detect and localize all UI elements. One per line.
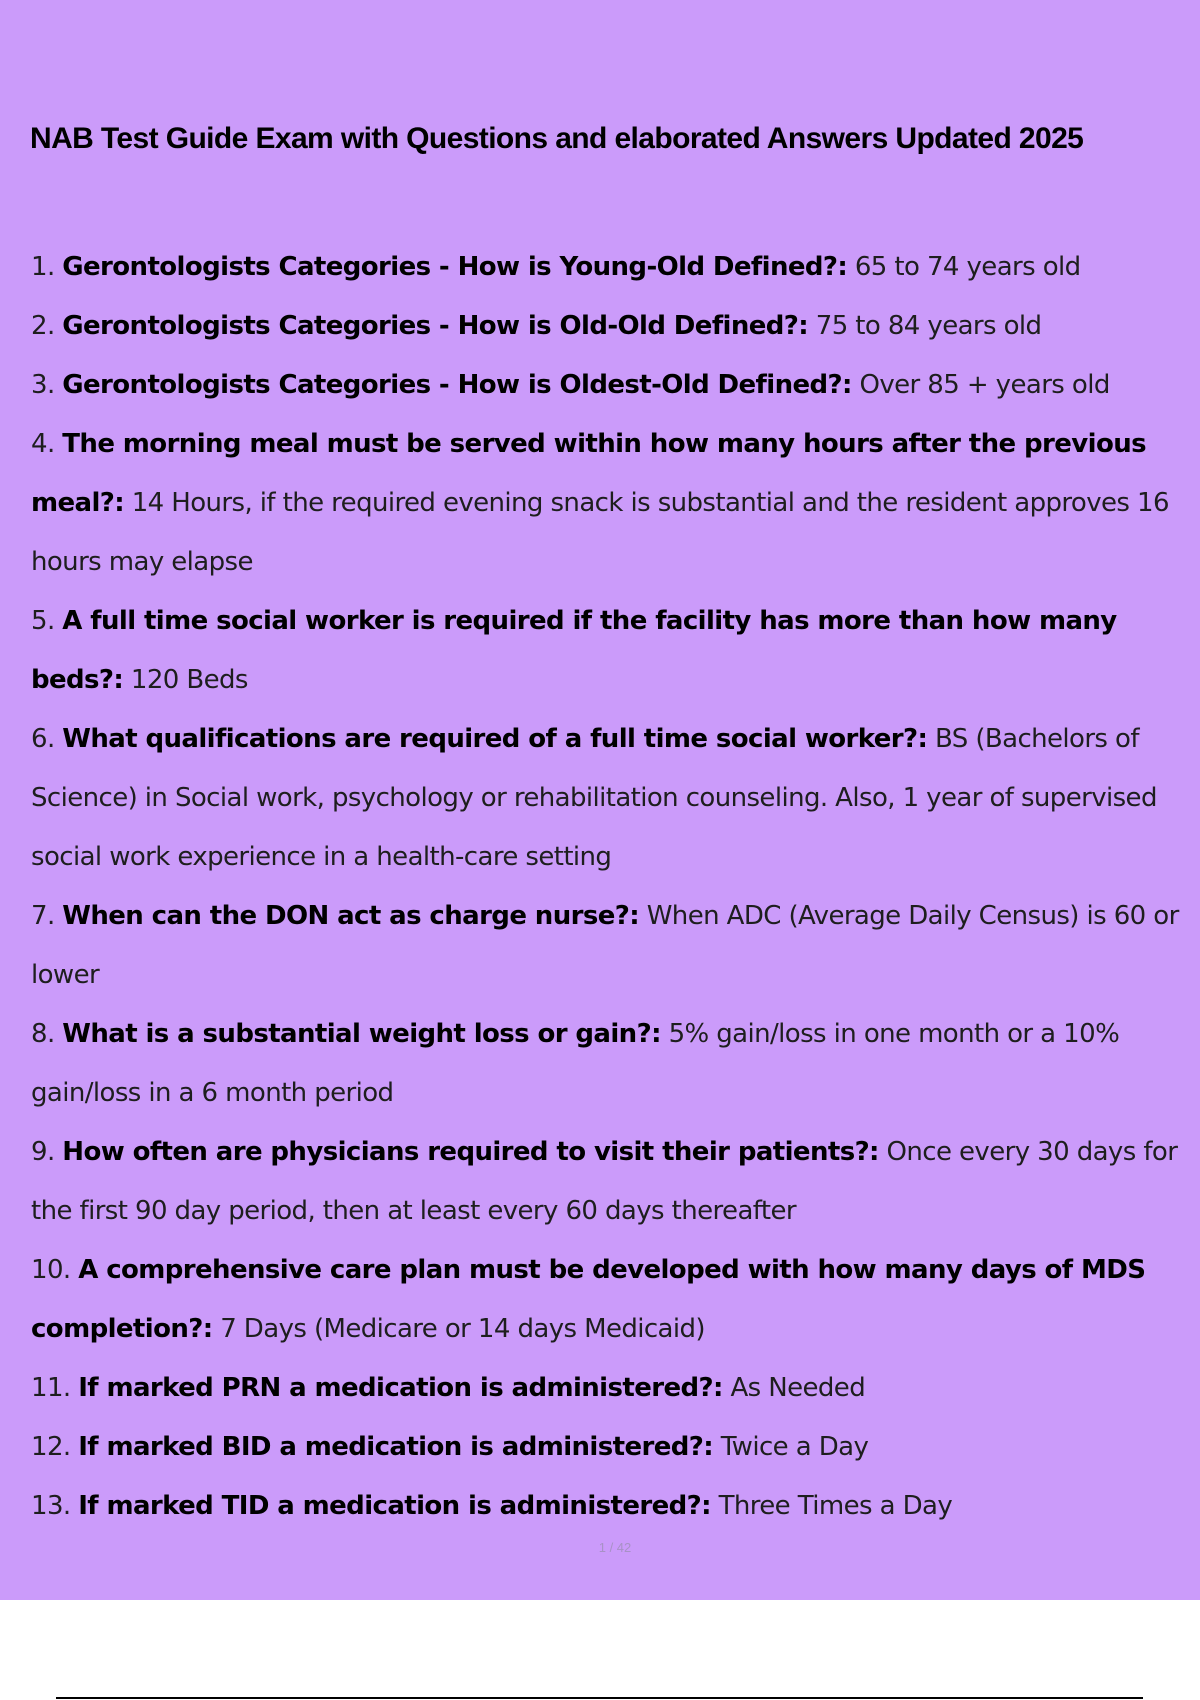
question-text: If marked TID a medication is administered?: xyxy=(78,1491,711,1521)
item-number: 11. xyxy=(31,1373,71,1403)
page-indicator: 1 / 42 xyxy=(598,1540,632,1555)
item-number: 2. xyxy=(31,311,55,341)
answer-text: BS (Bachelors of Science) in Social work, psychology or rehabilitation counseling. Also, 1 year of supervised social work experience in a health-care setting xyxy=(31,724,1157,872)
answer-text: 75 to 84 years old xyxy=(815,311,1042,341)
qa-item-7 xyxy=(31,887,1196,1005)
item-number: 7. xyxy=(31,901,55,931)
question-text: Gerontologists Categories - How is Young-Old Defined?: xyxy=(62,252,848,282)
answer-text: Three Times a Day xyxy=(718,1491,953,1521)
item-number: 9. xyxy=(31,1137,55,1167)
question-list xyxy=(31,238,1196,1536)
item-number: 6. xyxy=(31,724,55,754)
question-text: If marked PRN a medication is administered?: xyxy=(78,1373,723,1403)
answer-text: 14 Hours, if the required evening snack is substantial and the resident approves 16 hours may elapse xyxy=(31,488,1169,577)
document-title: NAB Test Guide Exam with Questions and elaborated Answers Updated 2025 xyxy=(30,122,1084,155)
item-number: 10. xyxy=(31,1255,71,1285)
answer-text: As Needed xyxy=(730,1373,866,1403)
question-text: What is a substantial weight loss or gain?: xyxy=(62,1019,661,1049)
item-number: 5. xyxy=(31,606,55,636)
qa-item-2 xyxy=(31,297,1196,356)
answer-text: 65 to 74 years old xyxy=(854,252,1081,282)
question-text: Gerontologists Categories - How is Oldest-Old Defined?: xyxy=(62,370,852,400)
qa-item-1 xyxy=(31,238,1196,297)
item-number: 4. xyxy=(31,429,55,459)
qa-item-13 xyxy=(31,1477,1196,1536)
qa-item-3 xyxy=(31,356,1196,415)
qa-item-8 xyxy=(31,1005,1196,1123)
footer-divider xyxy=(56,1697,1143,1699)
question-text: A comprehensive care plan must be developed with how many days of MDS completion?: xyxy=(31,1255,1146,1344)
question-text: Gerontologists Categories - How is Old-Old Defined?: xyxy=(62,311,809,341)
qa-item-11 xyxy=(31,1359,1196,1418)
item-number: 3. xyxy=(31,370,55,400)
question-text: How often are physicians required to visit their patients?: xyxy=(62,1137,879,1167)
item-number: 13. xyxy=(31,1491,71,1521)
answer-text: Once every 30 days for the first 90 day period, then at least every 60 days thereafter xyxy=(31,1137,1178,1226)
item-number: 12. xyxy=(31,1432,71,1462)
answer-text: 120 Beds xyxy=(130,665,248,695)
item-number: 8. xyxy=(31,1019,55,1049)
question-text: The morning meal must be served within how many hours after the previous meal?: xyxy=(31,429,1147,518)
qa-item-5 xyxy=(31,592,1196,710)
question-text: If marked BID a medication is administered?: xyxy=(78,1432,714,1462)
answer-text: Over 85 + years old xyxy=(859,370,1110,400)
question-text: What qualifications are required of a full time social worker?: xyxy=(62,724,928,754)
qa-item-6 xyxy=(31,710,1196,887)
qa-item-9 xyxy=(31,1123,1196,1241)
answer-text: 7 Days (Medicare or 14 days Medicaid) xyxy=(220,1314,705,1344)
qa-item-10 xyxy=(31,1241,1196,1359)
answer-text: When ADC (Average Daily Census) is 60 or lower xyxy=(31,901,1179,990)
item-number: 1. xyxy=(31,252,55,282)
question-text: A full time social worker is required if the facility has more than how many beds?: xyxy=(31,606,1117,695)
answer-text: Twice a Day xyxy=(720,1432,869,1462)
answer-text: 5% gain/loss in one month or a 10% gain/loss in a 6 month period xyxy=(31,1019,1120,1108)
qa-item-4 xyxy=(31,415,1196,592)
qa-item-12 xyxy=(31,1418,1196,1477)
question-text: When can the DON act as charge nurse?: xyxy=(62,901,640,931)
